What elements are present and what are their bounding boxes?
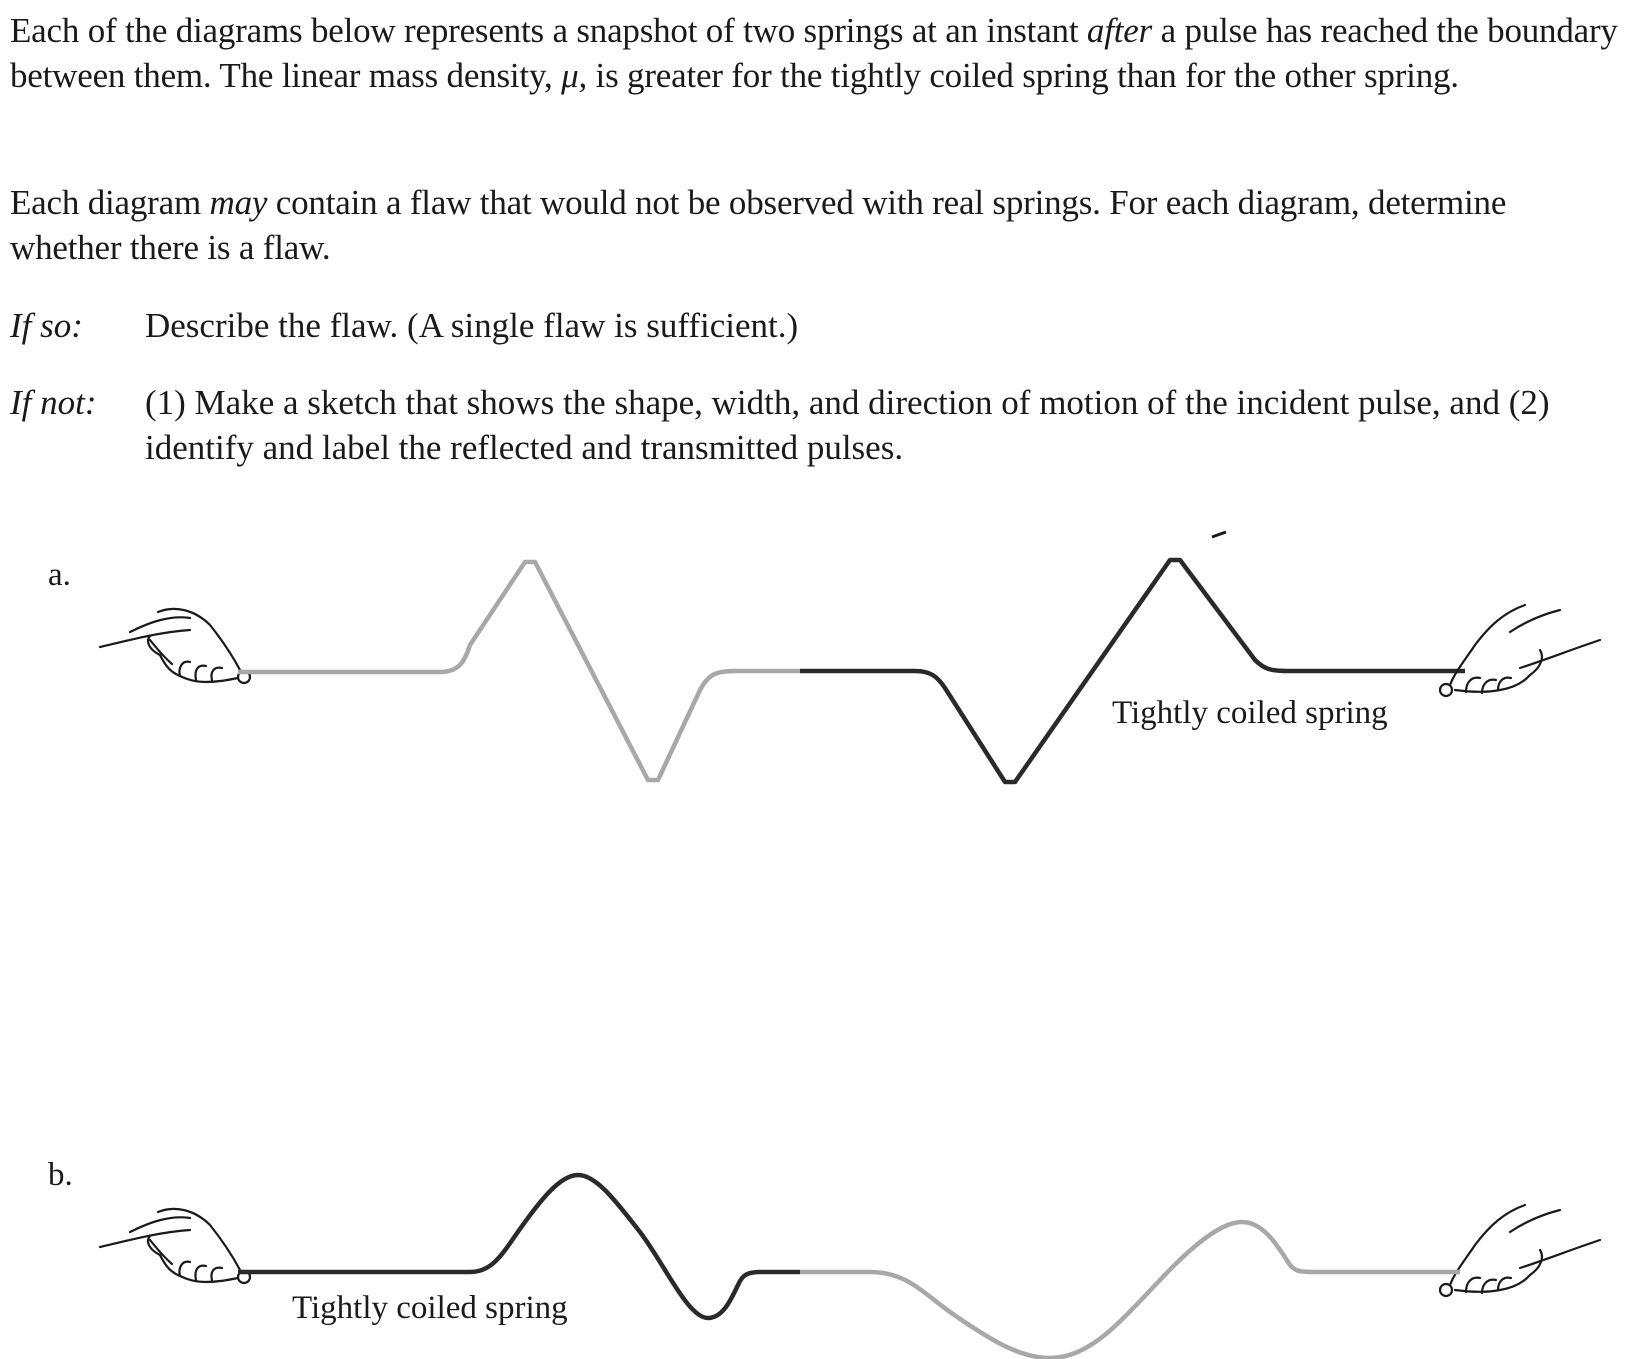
if-not-label: If not: bbox=[10, 383, 97, 422]
loose-spring-a bbox=[238, 562, 800, 780]
flaw-text-1: Each diagram bbox=[10, 183, 210, 222]
mu-symbol: μ, bbox=[561, 56, 587, 95]
emphasis-after: after bbox=[1086, 11, 1153, 50]
intro-text-3: is greater for the tightly coiled spring than for the other spring. bbox=[587, 56, 1459, 95]
right-hand-icon bbox=[1440, 605, 1600, 696]
diagram-b bbox=[0, 1080, 1641, 1359]
tick-mark bbox=[1212, 532, 1226, 537]
emphasis-may: may bbox=[209, 183, 268, 222]
left-hand-icon bbox=[100, 609, 250, 683]
flaw-paragraph bbox=[10, 180, 1570, 270]
part-b-label: b. bbox=[48, 1157, 73, 1193]
loose-spring-b bbox=[800, 1222, 1460, 1358]
tight-spring-label-a: Tightly coiled spring bbox=[1112, 695, 1388, 731]
tight-spring-label-b: Tightly coiled spring bbox=[292, 1290, 568, 1326]
if-not-text: (1) Make a sketch that shows the shape, width, and direction of motion of the incident pulse, and (2) identify and label the reflected and transmitted pulses. bbox=[145, 383, 1550, 467]
if-so-label: If so: bbox=[10, 306, 83, 345]
intro-text-2: a pulse has reached the boundary between them. The linear mass density, bbox=[10, 11, 1618, 95]
right-hand-icon-b bbox=[1440, 1205, 1600, 1296]
diagram-a bbox=[0, 500, 1641, 860]
intro-paragraph bbox=[10, 8, 1635, 98]
tight-spring-a bbox=[800, 560, 1465, 782]
flaw-text-2: contain a flaw that would not be observed with real springs. For each diagram, determine whether there is a flaw. bbox=[10, 183, 1507, 267]
left-hand-icon-b bbox=[100, 1209, 250, 1283]
intro-text-1: Each of the diagrams below represents a snapshot of two springs at an instant bbox=[10, 11, 1087, 50]
part-a-label: a. bbox=[48, 557, 71, 593]
if-so-text: Describe the flaw. (A single flaw is sufficient.) bbox=[145, 306, 799, 345]
